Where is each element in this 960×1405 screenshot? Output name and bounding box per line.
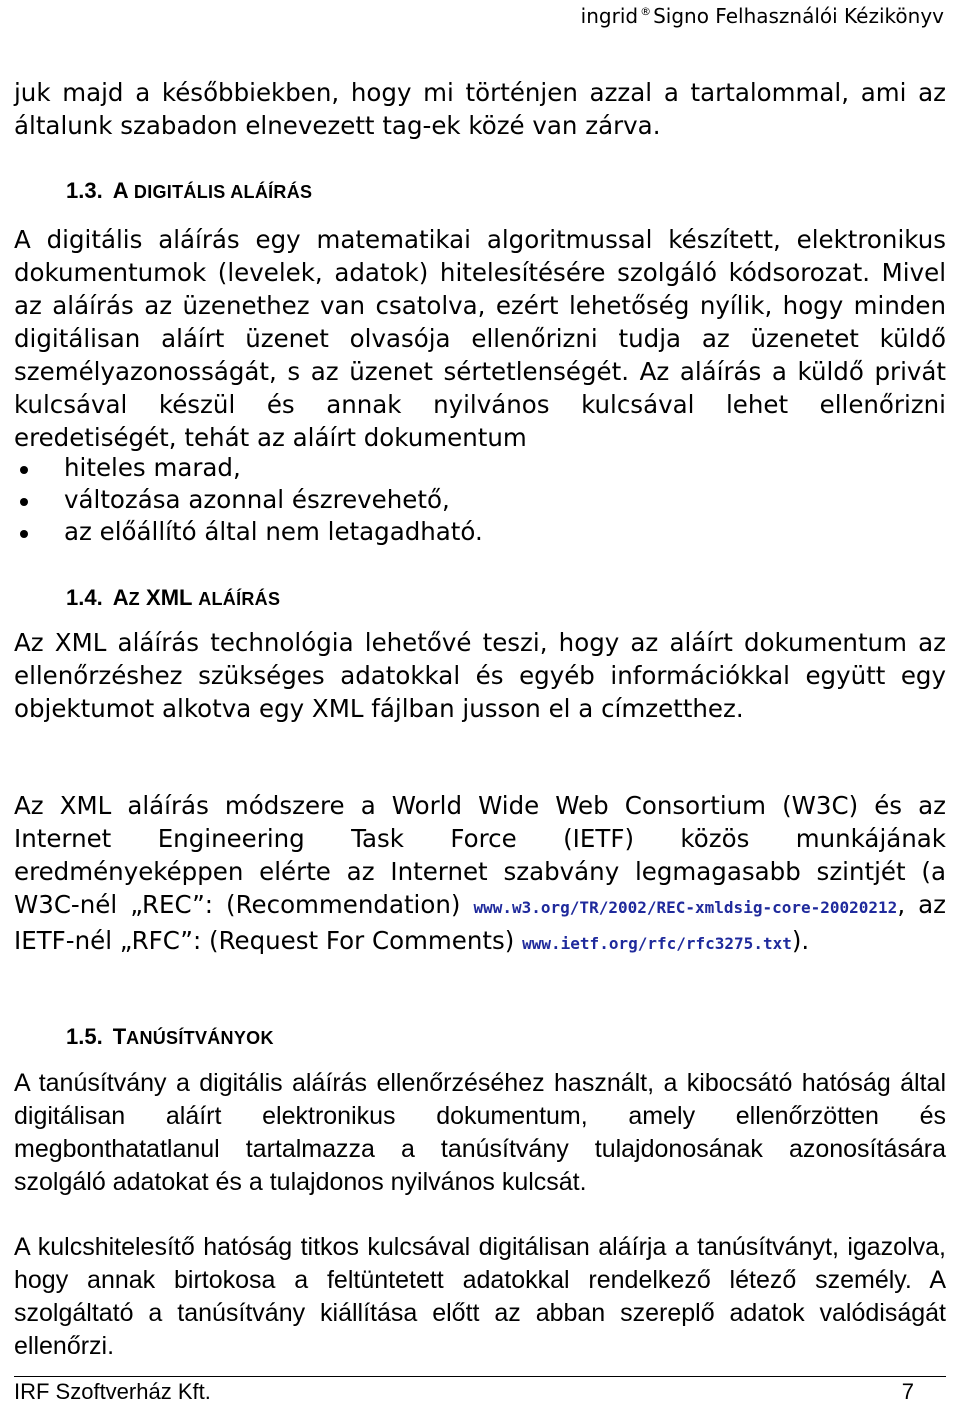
page-number: 7 [901,1379,914,1404]
section-title-xml: XML [146,585,193,610]
section-title: DIGITÁLIS ALÁÍRÁS [133,182,313,202]
footer-company: IRF Szoftverház Kft. [14,1379,211,1404]
section-title-z: Z [128,589,140,609]
section-title-initial: A [112,178,128,203]
registered-mark: ® [640,5,652,19]
xml-signature-paragraph-1: Az XML aláírás technológia lehetővé teszi, hogy az aláírt dokumentum az ellenőrzéshez szükséges adatokkal és egyéb információkkal együtt egy objektumot alkotva egy XML fájlban jusson el a címzetthez. [14,628,946,723]
list-item: hiteles marad, [14,452,483,484]
intro-paragraph: juk majd a későbbiekben, hogy mi történjen azzal a tartalommal, ami az általunk szabadon elnevezett tag-ek közé van zárva. [14,78,946,140]
section-number: 1.5. [66,1024,103,1049]
header-title: Signo Felhasználói Kézikönyv [653,4,944,28]
digital-signature-paragraph: A digitális aláírás egy matematikai algoritmussal készített, elektronikus dokumentumok (levelek, adatok) hitelesítésére szolgáló kódsorozat. Mivel az aláírás az üzenethez van csatolva, ezért lehetőség nyílik, hogy minden digitálisan aláírt üzenet olvasója ellenőrizni tudja az üzenetet küldő személyazonosságát, s az üzenet sértetlenségét. Az aláírás a küldő privát kulcsával készül és annak nyilvános kulcsával lehet ellenőrizni eredetiségét, tehát az aláírt dokumentum [14,225,946,452]
page-header [581,4,944,28]
signature-properties-list [14,452,483,548]
footer-divider [14,1376,946,1377]
section-title: ALÁÍRÁS [198,589,281,609]
ietf-link[interactable]: www.ietf.org/rfc/rfc3275.txt [522,934,792,953]
w3c-link[interactable]: www.w3.org/TR/2002/REC-xmldsig-core-20020212 [473,898,898,917]
certificate-paragraph-1: A tanúsítvány a digitális aláírás ellenőrzéséhez használt, a kibocsátó hatóság által digitálisan aláírt elektronikus dokumentum, amely ellenőrzötten és megbonthatatlanul tartalmazza a tanúsítvány tulajdonosának azonosítására szolgáló adatokat és a tulajdonos nyilvános kulcsát. [14,1069,946,1196]
bullet-icon [20,498,28,506]
header-product: ingrid [580,4,639,28]
bullet-icon [20,530,28,538]
list-item: az előállító által nem letagadható. [14,516,483,548]
xml-signature-paragraph-2: Az XML aláírás módszere a World Wide Web Consortium (W3C) és az Internet Engineering Task Force (IETF) közös munkájának eredményeképpen elérte az Internet szabvány legmagasabb szintjét (a W3C-nél „REC”: (Recommendation) www.w3.org/TR/2002/REC-xmldsig-core-20020212, az IETF-nél „RFC”: (Request For Comments) www.ietf.org/rfc/rfc3275.txt). [14,791,946,955]
section-1-4-heading [66,585,280,611]
section-1-3-heading [66,178,312,204]
list-item: változása azonnal észrevehető, [14,484,483,516]
section-title: ANÚSÍTVÁNYOK [126,1028,274,1048]
section-title-initial: T [112,1024,127,1049]
section-1-5-heading [66,1024,274,1050]
bullet-icon [20,466,28,474]
section-number: 1.3. [66,178,103,203]
section-title-initial: A [112,585,129,610]
certificate-paragraph-2: A kulcshitelesítő hatóság titkos kulcsával digitálisan aláírja a tanúsítványt, igazolva, hogy annak birtokosa a feltüntetett adatokkal rendelkező létező személy. A szolgáltató a tanúsítvány kiállítása előtt az abban szereplő adatok valódiságát ellenőrzi. [14,1233,946,1360]
section-number: 1.4. [66,585,103,610]
